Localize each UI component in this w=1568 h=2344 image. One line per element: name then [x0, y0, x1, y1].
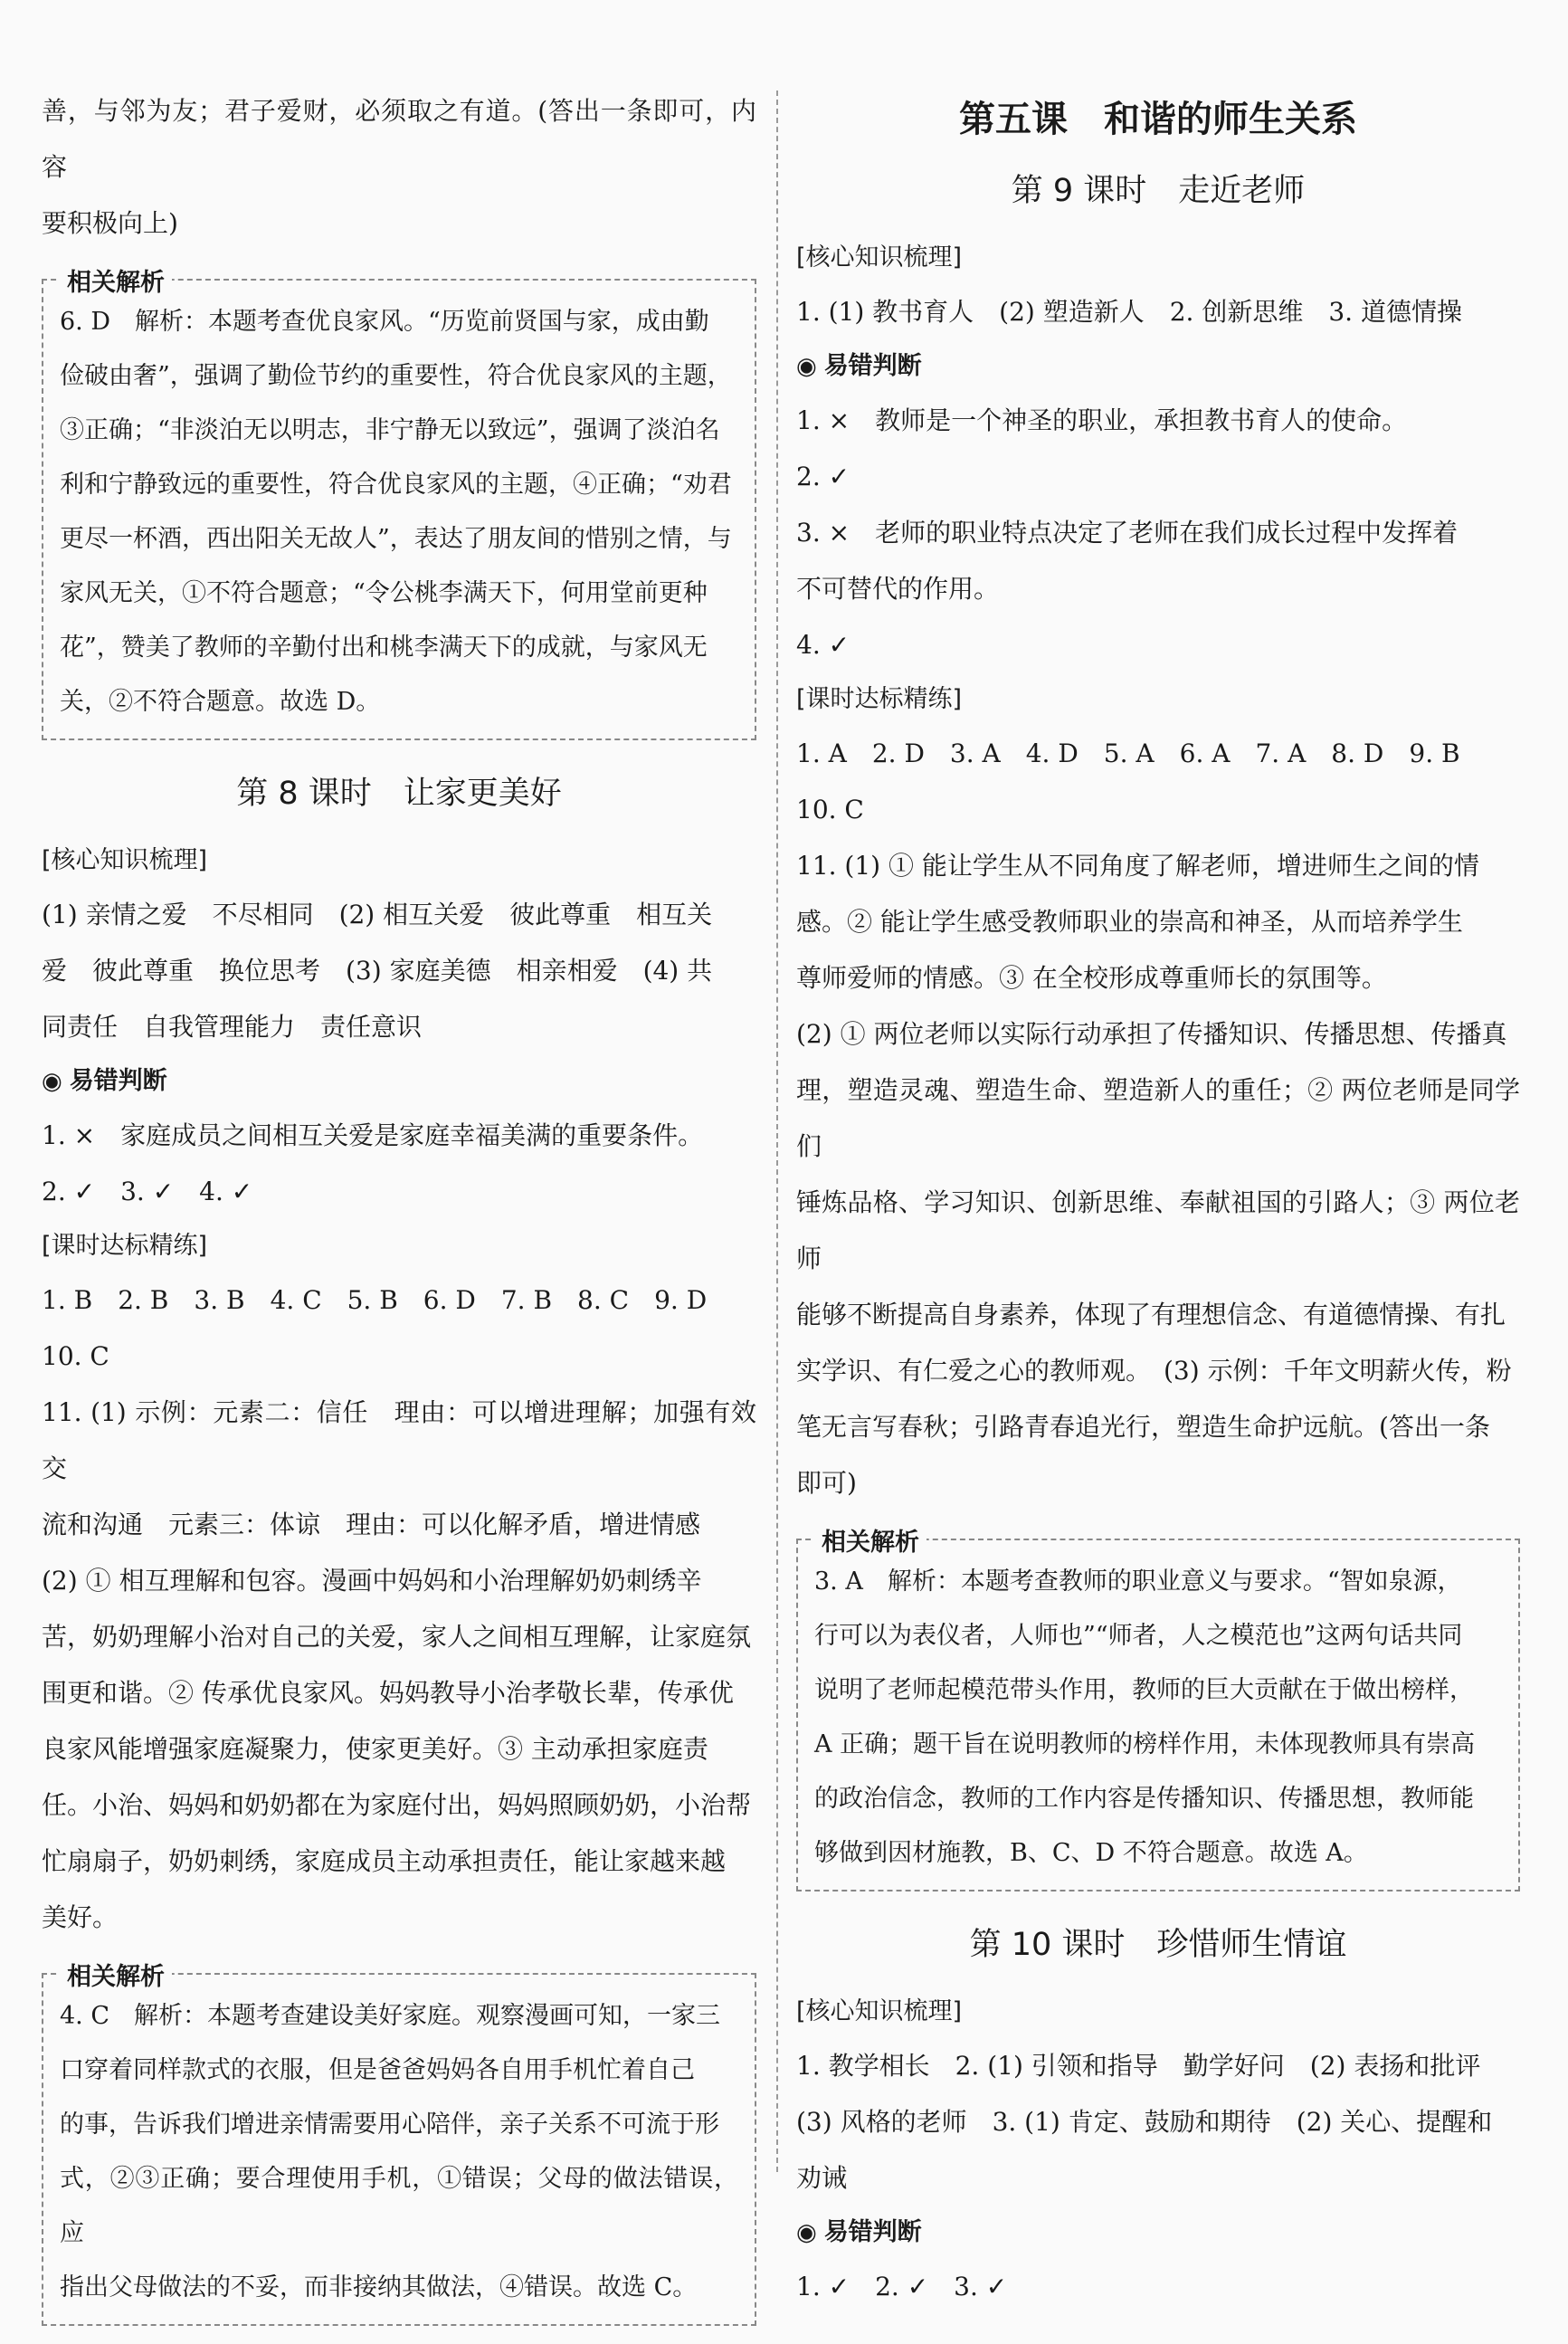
analysis-box — [42, 1963, 756, 2326]
text-line: 实学识、有仁爱之心的教师观。 (3) 示例：千年文明薪火传，粉 — [796, 1356, 1512, 1386]
analysis-line: 行可以为表仪者，人师也”“师者，人之模范也”这两句话共同 — [814, 1622, 1463, 1650]
text-line: (1) 亲情之爱 不尽相同 (2) 相互关爱 彼此尊重 相互关 — [42, 900, 713, 929]
analysis-line: 6. D 解析：本题考查优良家风。“历览前贤国与家，成由勤 — [60, 308, 709, 336]
text-line: 同责任 自我管理能力 责任意识 — [42, 1012, 423, 1042]
text-line: 1. B 2. B 3. B 4. C 5. B 6. D 7. B 8. C 9. D — [42, 1285, 708, 1315]
error-judgment-label — [42, 1055, 756, 1108]
target-bullet-icon: ◉ — [42, 1068, 62, 1095]
practice-label: [课时达标精练] — [796, 685, 963, 713]
text-line: 4. ✓ — [796, 630, 851, 660]
text-line: 锤炼品格、学习知识、创新思维、奉献祖国的引路人；③ 两位老师 — [796, 1187, 1520, 1273]
analysis-line: 指出父母做法的不妥，而非接纳其做法，④错误。故选 C。 — [60, 2273, 698, 2301]
text-line: (3) 风格的老师 3. (1) 肯定、鼓励和期待 (2) 关心、提醒和 — [796, 2107, 1493, 2137]
intro-text — [42, 83, 756, 252]
text-line: (2) ① 相互理解和包容。漫画中妈妈和小治理解奶奶刺绣辛 — [42, 1566, 702, 1596]
text-line: 3. × 老师的职业特点决定了老师在我们成长过程中发挥着 — [796, 518, 1459, 548]
text-line: 感。② 能让学生感受教师职业的崇高和神圣，从而培养学生 — [796, 907, 1463, 937]
text-line: 善，与邻为友；君子爱财，必须取之有道。(答出一条即可，内容 — [42, 96, 756, 182]
lesson-9-title: 第 9 课时 走近老师 — [1011, 173, 1306, 209]
text-line: 1. A 2. D 3. A 4. D 5. A 6. A 7. A 8. D 9. B — [796, 738, 1460, 768]
text-line: 即可) — [796, 1468, 857, 1498]
text-line: 劝诫 — [796, 2163, 848, 2193]
text-line: 1. × 家庭成员之间相互关爱是家庭幸福美满的重要条件。 — [42, 1120, 704, 1150]
right-column — [796, 83, 1520, 2315]
left-column — [42, 83, 756, 2344]
text-line: 美好。 — [42, 1902, 119, 1932]
error-judgment-label — [796, 340, 1520, 393]
analysis-line: 的政治信念，教师的工作内容是传播知识、传播思想，教师能 — [814, 1785, 1474, 1813]
lesson-10-title: 第 10 课时 珍惜师生情谊 — [969, 1927, 1347, 1963]
text-line: 围更和谐。② 传承优良家风。妈妈教导小治孝敬长辈，传承优 — [42, 1678, 734, 1708]
analysis-line: 的事，告诉我们增进亲情需要用心陪伴，亲子关系不可流于形 — [60, 2111, 719, 2139]
text-line: 理，塑造灵魂、塑造生命、塑造新人的重任；② 两位老师是同学们 — [796, 1075, 1520, 1161]
text-line: 能够不断提高自身素养，体现了有理想信念、有道德情操、有扎 — [796, 1300, 1506, 1329]
analysis-line: 式，②③正确；要合理使用手机，①错误；父母的做法错误，应 — [60, 2165, 738, 2247]
analysis-line: 关，②不符合题意。故选 D。 — [60, 688, 381, 716]
analysis-box — [796, 1529, 1520, 1891]
text-line: 不可替代的作用。 — [796, 574, 1000, 604]
lesson-8-title: 第 8 课时 让家更美好 — [236, 776, 562, 812]
analysis-line: 更尽一杯酒，西出阳关无故人”，表达了朋友间的惜别之情，与 — [60, 525, 732, 553]
analysis-box-title: 相关解析 — [814, 1522, 927, 1558]
error-judgment-text: 易错判断 — [823, 2218, 922, 2246]
text-line: 1. ✓ 2. ✓ 3. ✓ — [796, 2272, 1008, 2301]
text-line: 1. 教学相长 2. (1) 引领和指导 勤学好问 (2) 表扬和批评 — [796, 2051, 1481, 2081]
text-line: (2) ① 两位老师以实际行动承担了传播知识、传播思想、传播真 — [796, 1019, 1507, 1049]
error-judgment-label — [796, 2206, 1520, 2259]
text-line: 2. ✓ — [796, 462, 851, 491]
analysis-line: 说明了老师起模范带头作用，教师的巨大贡献在于做出榜样， — [814, 1676, 1474, 1704]
text-line: 2. ✓ 3. ✓ 4. ✓ — [42, 1177, 253, 1206]
text-line: 10. C — [42, 1341, 109, 1371]
text-line: 尊师爱师的情感。③ 在全校形成尊重师长的氛围等。 — [796, 963, 1387, 993]
text-line: 11. (1) 示例：元素二：信任 理由：可以增进理解；加强有效交 — [42, 1397, 756, 1483]
analysis-box-title: 相关解析 — [60, 1957, 172, 1992]
text-line: 1. × 教师是一个神圣的职业，承担教书育人的使命。 — [796, 405, 1408, 435]
text-line: 爱 彼此尊重 换位思考 (3) 家庭美德 相亲相爱 (4) 共 — [42, 956, 713, 986]
core-knowledge-label: [核心知识梳理] — [796, 243, 963, 272]
text-line: 1. (1) 教书育人 (2) 塑造新人 2. 创新思维 3. 道德情操 — [796, 297, 1462, 327]
analysis-box — [42, 269, 756, 740]
target-bullet-icon: ◉ — [796, 2219, 817, 2246]
analysis-line: 3. A 解析：本题考查教师的职业意义与要求。“智如泉源， — [814, 1567, 1462, 1596]
analysis-line: 利和宁静致远的重要性，符合优良家风的主题，④正确；“劝君 — [60, 471, 732, 499]
error-judgment-text: 易错判断 — [823, 352, 922, 380]
text-line: 要积极向上) — [42, 208, 178, 238]
text-line: 11. (1) ① 能让学生从不同角度了解老师，增进师生之间的情 — [796, 851, 1479, 881]
analysis-line: 家风无关，①不符合题意；“令公桃李满天下，何用堂前更种 — [60, 579, 708, 607]
analysis-line: A 正确；题干旨在说明教师的榜样作用，未体现教师具有崇高 — [814, 1730, 1476, 1758]
analysis-line: ③正确；“非淡泊无以明志，非宁静无以致远”，强调了淡泊名 — [60, 416, 720, 444]
practice-label: [课时达标精练] — [42, 1232, 208, 1260]
unit-title: 第五课 和谐的师生关系 — [959, 99, 1357, 140]
core-knowledge-label: [核心知识梳理] — [42, 846, 208, 874]
text-line: 10. C — [796, 795, 864, 824]
text-line: 任。小治、妈妈和奶奶都在为家庭付出，妈妈照顾奶奶，小治帮 — [42, 1790, 752, 1820]
analysis-line: 4. C 解析：本题考查建设美好家庭。观察漫画可知，一家三 — [60, 2002, 721, 2030]
analysis-line: 口穿着同样款式的衣服，但是爸爸妈妈各自用手机忙着自己 — [60, 2056, 695, 2084]
analysis-line: 俭破由奢”，强调了勤俭节约的重要性，符合优良家风的主题， — [60, 362, 732, 390]
core-knowledge-label: [核心知识梳理] — [796, 1997, 963, 2025]
analysis-box-title: 相关解析 — [60, 262, 172, 298]
analysis-line: 够做到因材施教，B、C、D 不符合题意。故选 A。 — [814, 1839, 1368, 1867]
text-line: 笔无言写春秋；引路青春追光行，塑造生命护远航。(答出一条 — [796, 1412, 1490, 1442]
text-line: 苦，奶奶理解小治对自己的关爱，家人之间相互理解，让家庭氛 — [42, 1622, 752, 1652]
analysis-line: 花”，赞美了教师的辛勤付出和桃李满天下的成就，与家风无 — [60, 634, 708, 662]
error-judgment-text: 易错判断 — [69, 1067, 167, 1095]
column-divider — [776, 91, 778, 2172]
text-line: 流和沟通 元素三：体谅 理由：可以化解矛盾，增进情感 — [42, 1510, 701, 1539]
text-line: 忙扇扇子，奶奶刺绣，家庭成员主动承担责任，能让家越来越 — [42, 1846, 727, 1876]
target-bullet-icon: ◉ — [796, 353, 817, 380]
text-line: 良家风能增强家庭凝聚力，使家更美好。③ 主动承担家庭责 — [42, 1734, 708, 1764]
